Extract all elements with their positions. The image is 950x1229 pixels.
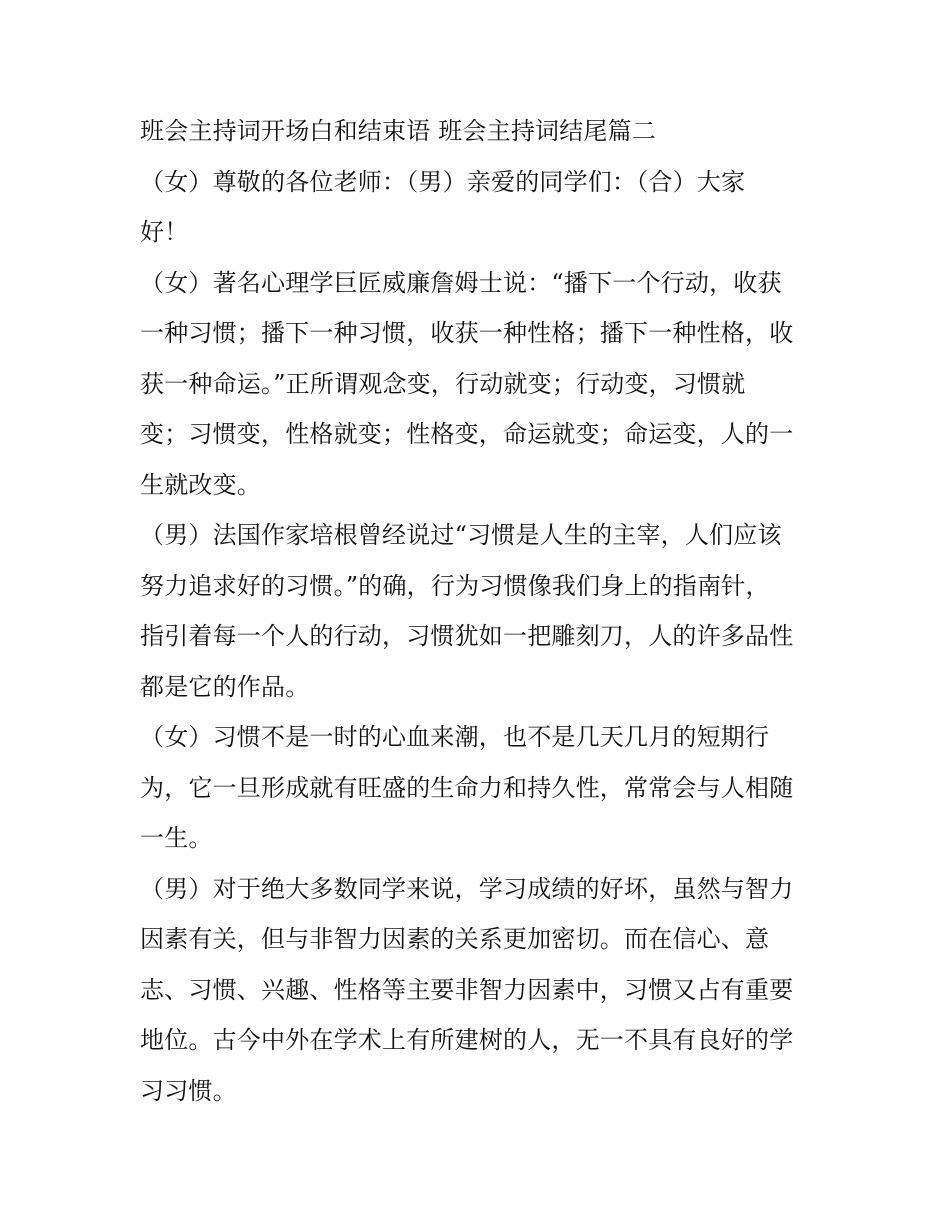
text-line: 都是它的作品。: [140, 672, 310, 701]
text-line: 获一种命运。”正所谓观念变，行动就变；行动变，习惯就: [140, 369, 746, 398]
text-line: 习习惯。: [140, 1076, 237, 1105]
document-title: 班会主持词开场白和结束语 班会主持词结尾篇二: [140, 117, 657, 145]
text-line: 因素有关，但与非智力因素的关系更加密切。而在信心、意: [140, 925, 770, 953]
text-line: 一种习惯；播下一种习惯，收获一种性格；播下一种性格，收: [140, 319, 794, 347]
text-line: 变；习惯变，性格就变；性格变，命运就变；命运变，人的一: [140, 420, 794, 448]
text-line: 一生。: [140, 824, 213, 852]
text-line: 好！: [140, 218, 189, 246]
text-line: （男）对于绝大多数同学来说，学习成绩的好坏，虽然与智力: [140, 874, 794, 903]
text-line: （男）法国作家培根曾经说过“习惯是人生的主宰，人们应该: [140, 521, 782, 549]
text-line: 努力追求好的习惯。”的确，行为习惯像我们身上的指南针，: [140, 571, 770, 600]
text-line: （女）习惯不是一时的心血来潮，也不是几天几月的短期行: [140, 723, 770, 751]
text-line: 指引着每一个人的行动，习惯犹如一把雕刻刀，人的许多品性: [140, 622, 794, 650]
text-line: 地位。古今中外在学术上有所建树的人，无一不具有良好的学: [140, 1026, 794, 1054]
text-line: 为，它一旦形成就有旺盛的生命力和持久性，常常会与人相随: [140, 773, 794, 802]
text-line: 生就改变。: [140, 470, 261, 499]
text-line: （女）著名心理学巨匠威廉詹姆士说：“播下一个行动，收获: [140, 268, 782, 297]
document-body: [140, 106, 820, 1116]
text-line: （女）尊敬的各位老师：（男）亲爱的同学们：（合）大家: [140, 167, 746, 196]
text-line: 志、习惯、兴趣、性格等主要非智力因素中，习惯又占有重要: [140, 975, 794, 1004]
